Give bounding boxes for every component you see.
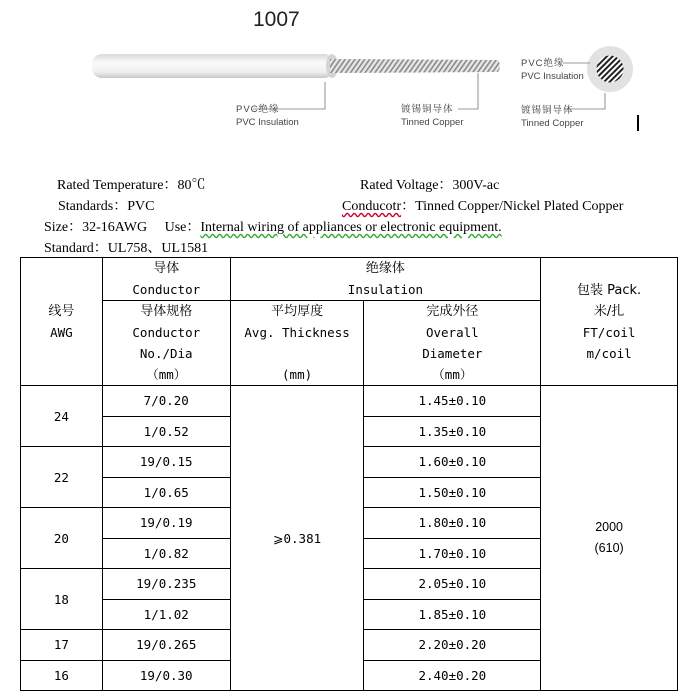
- standards: Standards：PVC: [58, 199, 155, 214]
- insulation-label: PVC绝缘 PVC Insulation: [236, 104, 299, 128]
- conductor-cell: 1/1.02: [102, 599, 230, 630]
- conductor-cell: 19/0.235: [102, 569, 230, 600]
- standard: Standard：UL758、UL1581: [44, 241, 209, 256]
- diameter-cell: 2.05±0.10: [364, 569, 541, 600]
- diameter-cell: 1.45±0.10: [364, 386, 541, 417]
- diameter-cell: 1.50±0.10: [364, 477, 541, 508]
- conductor-cell: 7/0.20: [102, 386, 230, 417]
- header-thickness: 平均厚度 Avg. Thickness (mm): [230, 301, 364, 386]
- conductor-cell: 19/0.19: [102, 508, 230, 539]
- diameter-cell: 1.80±0.10: [364, 508, 541, 539]
- diameter-cell: 1.85±0.10: [364, 599, 541, 630]
- pack-cell: 2000 (610): [541, 386, 678, 691]
- rated-voltage: Rated Voltage：300V-ac: [360, 178, 500, 193]
- conductor-cell: 1/0.65: [102, 477, 230, 508]
- conductor-cell: 19/0.15: [102, 447, 230, 478]
- conductor-cell: 1/0.82: [102, 538, 230, 569]
- header-conductor: 导体 Conductor: [102, 258, 230, 301]
- conductor-spec: Conducotr：Tinned Copper/Nickel Plated Copper: [342, 199, 624, 214]
- rated-temperature: Rated Temperature：80℃: [57, 178, 206, 193]
- product-title: 1007: [253, 8, 300, 31]
- header-awg: 线号 AWG: [21, 258, 103, 386]
- conductor-cell: 1/0.52: [102, 416, 230, 447]
- conductor-label: 镀锡铜导体 Tinned Copper: [401, 104, 464, 128]
- diameter-cell: 1.35±0.10: [364, 416, 541, 447]
- awg-cell: 16: [21, 660, 103, 691]
- diameter-cell: 1.60±0.10: [364, 447, 541, 478]
- awg-cell: 20: [21, 508, 103, 569]
- conductor-cell: 19/0.265: [102, 630, 230, 661]
- awg-cell: 17: [21, 630, 103, 661]
- header-diameter: 完成外径 Overall Diameter （mm）: [364, 301, 541, 386]
- diameter-cell: 1.70±0.10: [364, 538, 541, 569]
- diameter-cell: 2.20±0.20: [364, 630, 541, 661]
- diameter-cell: 2.40±0.20: [364, 660, 541, 691]
- cross-section-conductor-label: 镀锡铜导体 Tinned Copper: [521, 105, 584, 129]
- cross-section-insulation-label: PVC绝缘 PVC Insulation: [521, 58, 584, 82]
- conductor-cell: 19/0.30: [102, 660, 230, 691]
- size-use: Size：32-16AWG Use：Internal wiring of appliances or electronic equipment.: [44, 220, 502, 235]
- header-conductor-spec: 导体规格 Conductor No./Dia （mm）: [102, 301, 230, 386]
- thickness-cell: ⩾0.381: [230, 386, 364, 691]
- table-row: [21, 386, 678, 417]
- awg-cell: 24: [21, 386, 103, 447]
- awg-cell: 22: [21, 447, 103, 508]
- header-pack: 包装 Pack. 米/扎 FT/coil m/coil: [541, 258, 678, 386]
- header-insulation: 绝缘体 Insulation: [230, 258, 541, 301]
- spec-table: [20, 257, 678, 691]
- awg-cell: 18: [21, 569, 103, 630]
